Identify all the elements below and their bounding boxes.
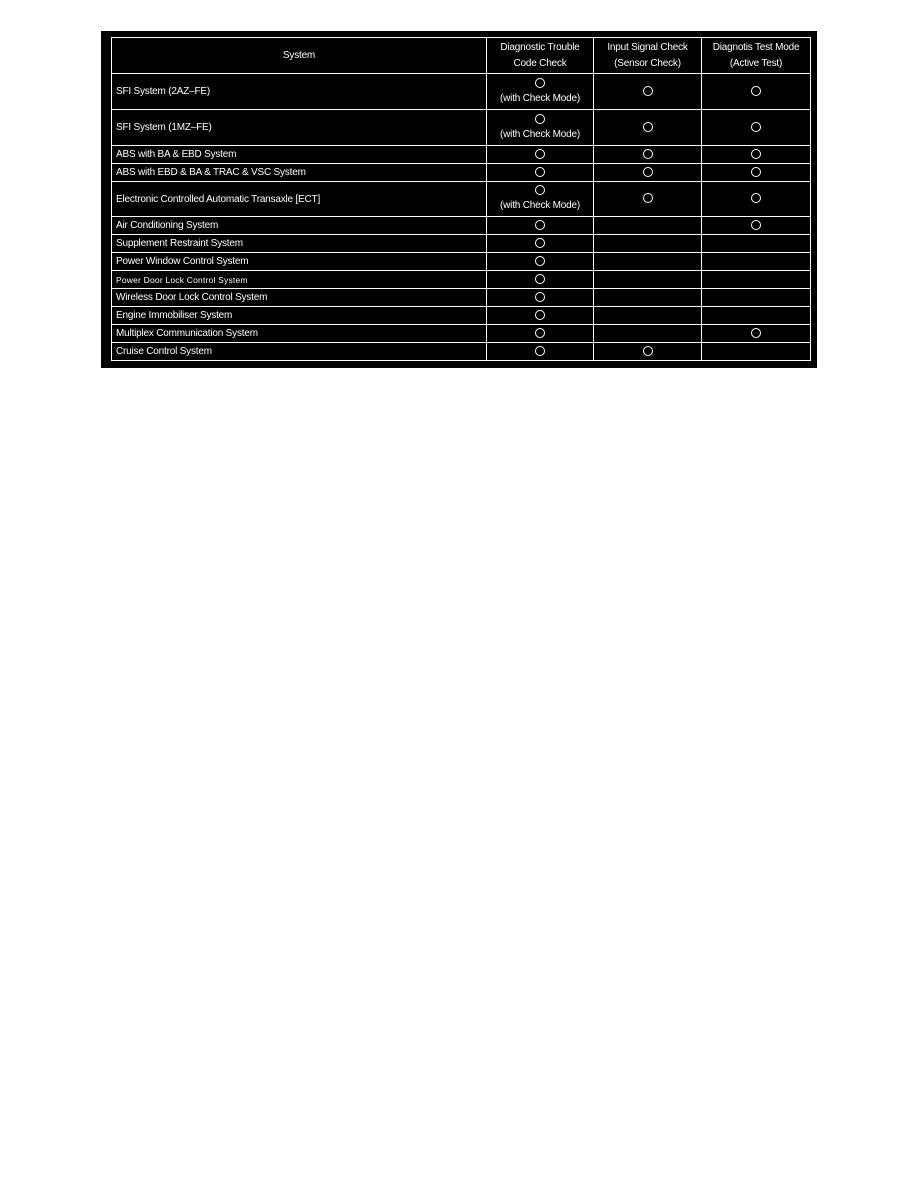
circle-icon-wrap <box>598 192 697 206</box>
circle-icon <box>751 328 761 338</box>
table-row <box>112 325 811 343</box>
circle-icon-wrap <box>598 345 697 359</box>
circle-icon-wrap <box>491 148 589 162</box>
circle-icon <box>535 274 545 284</box>
input-mark-cell <box>594 146 702 164</box>
active-mark-cell <box>702 74 811 110</box>
input-mark-cell <box>594 164 702 182</box>
check-mode-note: (with Check Mode) <box>500 92 580 104</box>
system-name-cell: SFI System (1MZ–FE) <box>112 110 487 146</box>
active-mark-cell <box>702 146 811 164</box>
header-dtc-line1: Diagnostic Trouble <box>500 41 580 53</box>
circle-icon <box>751 220 761 230</box>
circle-icon-wrap <box>491 309 589 323</box>
dtc-mark-cell <box>487 271 594 289</box>
table-row <box>112 146 811 164</box>
table-row <box>112 271 811 289</box>
circle-icon-wrap <box>706 148 806 162</box>
circle-icon <box>643 167 653 177</box>
header-dtc-line2: Code Check <box>513 57 567 69</box>
table-row <box>112 110 811 146</box>
circle-icon-wrap <box>491 345 589 359</box>
circle-icon <box>643 193 653 203</box>
diagnosis-table-panel <box>101 31 817 368</box>
circle-icon-wrap <box>491 327 589 341</box>
input-mark-cell <box>594 182 702 217</box>
circle-icon <box>535 149 545 159</box>
circle-icon <box>643 346 653 356</box>
system-name-cell: Air Conditioning System <box>112 217 487 235</box>
system-name-cell: ABS with EBD & BA & TRAC & VSC System <box>112 164 487 182</box>
header-input-line2: (Sensor Check) <box>614 57 681 69</box>
circle-icon-wrap <box>491 237 589 251</box>
active-mark-cell <box>702 110 811 146</box>
dtc-mark-cell <box>487 307 594 325</box>
active-mark-cell <box>702 164 811 182</box>
table-row <box>112 182 811 217</box>
system-name-cell: Electronic Controlled Automatic Transaxle [ECT] <box>112 182 487 217</box>
active-mark-cell <box>702 325 811 343</box>
active-mark-cell <box>702 235 811 253</box>
circle-icon-wrap <box>491 255 589 269</box>
active-mark-cell <box>702 343 811 361</box>
table-body <box>112 74 811 361</box>
input-mark-cell <box>594 289 702 307</box>
system-name-cell: Multiplex Communication System <box>112 325 487 343</box>
circle-icon-wrap <box>491 113 589 127</box>
circle-icon <box>535 114 545 124</box>
dtc-mark-cell <box>487 235 594 253</box>
input-mark-cell <box>594 110 702 146</box>
circle-icon <box>535 256 545 266</box>
input-mark-cell <box>594 253 702 271</box>
table-row <box>112 343 811 361</box>
circle-icon-wrap <box>491 219 589 233</box>
circle-icon <box>751 193 761 203</box>
active-mark-cell <box>702 307 811 325</box>
table-row <box>112 164 811 182</box>
circle-icon-wrap <box>491 273 589 287</box>
system-name-cell: SFI System (2AZ–FE) <box>112 74 487 110</box>
dtc-mark-cell <box>487 289 594 307</box>
circle-icon <box>535 328 545 338</box>
system-name-cell: Supplement Restraint System <box>112 235 487 253</box>
circle-icon-wrap <box>598 121 697 135</box>
input-mark-cell <box>594 343 702 361</box>
dtc-mark-cell <box>487 325 594 343</box>
circle-icon <box>643 122 653 132</box>
system-name-cell: ABS with BA & EBD System <box>112 146 487 164</box>
active-mark-cell <box>702 217 811 235</box>
header-active-test <box>702 38 811 74</box>
diagnosis-table <box>111 37 811 361</box>
circle-icon-wrap <box>598 85 697 99</box>
header-active-line2: (Active Test) <box>729 57 783 69</box>
dtc-mark-cell <box>487 253 594 271</box>
circle-icon <box>535 185 545 195</box>
active-mark-cell <box>702 271 811 289</box>
circle-icon-wrap <box>598 166 697 180</box>
input-mark-cell <box>594 235 702 253</box>
circle-icon-wrap <box>706 166 806 180</box>
dtc-mark-cell <box>487 343 594 361</box>
circle-icon-wrap <box>491 291 589 305</box>
dtc-mark-cell <box>487 146 594 164</box>
system-name-cell: Engine Immobiliser System <box>112 307 487 325</box>
table-row <box>112 217 811 235</box>
table-row <box>112 289 811 307</box>
circle-icon-wrap <box>491 184 589 198</box>
circle-icon <box>535 292 545 302</box>
circle-icon-wrap <box>706 85 806 99</box>
active-mark-cell <box>702 289 811 307</box>
circle-icon-wrap <box>706 192 806 206</box>
circle-icon <box>535 346 545 356</box>
header-row <box>112 38 811 74</box>
circle-icon <box>751 149 761 159</box>
active-mark-cell <box>702 253 811 271</box>
input-mark-cell <box>594 271 702 289</box>
header-input-signal-check <box>594 38 702 74</box>
circle-icon <box>751 167 761 177</box>
circle-icon-wrap <box>706 327 806 341</box>
circle-icon-wrap <box>706 219 806 233</box>
circle-icon-wrap <box>491 166 589 180</box>
system-name-cell: Cruise Control System <box>112 343 487 361</box>
check-mode-note: (with Check Mode) <box>500 128 580 140</box>
input-mark-cell <box>594 74 702 110</box>
table-row <box>112 235 811 253</box>
table-row <box>112 253 811 271</box>
circle-icon-wrap <box>491 77 589 91</box>
circle-icon <box>643 149 653 159</box>
circle-icon-wrap <box>706 121 806 135</box>
header-active-line1: Diagnotis Test Mode <box>712 41 800 53</box>
circle-icon <box>751 122 761 132</box>
circle-icon <box>535 78 545 88</box>
circle-icon <box>751 86 761 96</box>
circle-icon-wrap <box>598 148 697 162</box>
check-mode-note: (with Check Mode) <box>500 200 580 211</box>
circle-icon <box>535 310 545 320</box>
dtc-mark-cell <box>487 110 594 146</box>
table-row <box>112 307 811 325</box>
input-mark-cell <box>594 217 702 235</box>
circle-icon <box>643 86 653 96</box>
circle-icon <box>535 167 545 177</box>
circle-icon <box>535 220 545 230</box>
input-mark-cell <box>594 325 702 343</box>
dtc-mark-cell <box>487 164 594 182</box>
dtc-mark-cell <box>487 182 594 217</box>
header-system: System <box>112 38 487 74</box>
system-name-cell: Power Window Control System <box>112 253 487 271</box>
circle-icon <box>535 238 545 248</box>
active-mark-cell <box>702 182 811 217</box>
table-row <box>112 74 811 110</box>
system-name-cell: Power Door Lock Control System <box>112 271 487 289</box>
header-dtc-check <box>487 38 594 74</box>
input-mark-cell <box>594 307 702 325</box>
dtc-mark-cell <box>487 217 594 235</box>
system-name-cell: Wireless Door Lock Control System <box>112 289 487 307</box>
header-input-line1: Input Signal Check <box>607 41 688 53</box>
dtc-mark-cell <box>487 74 594 110</box>
